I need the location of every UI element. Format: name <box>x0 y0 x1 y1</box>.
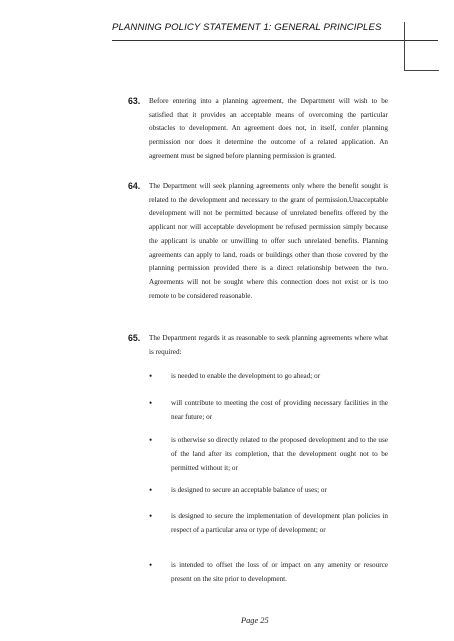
header-rule <box>112 40 438 41</box>
bullet-icon: • <box>149 560 153 570</box>
bullet-icon: • <box>149 371 153 381</box>
page-number: Page 25 <box>241 616 269 625</box>
bullet-icon: • <box>149 398 153 408</box>
paragraph-64 <box>128 180 388 303</box>
list-item <box>149 433 388 475</box>
list-item-text: is otherwise so directly related to the proposed development and to the use of the land after its completion, that the development ought not to be permitted without it; or <box>171 436 388 472</box>
list-item-text: is designed to secure an acceptable balance of uses; or <box>171 486 327 494</box>
list-item-text: is intended to offset the loss of or impact on any amenity or resource present on the site prior to development. <box>171 561 388 583</box>
paragraph-number: 65. <box>128 333 141 343</box>
list-item <box>149 509 388 537</box>
paragraph-number: 63. <box>128 96 141 106</box>
list-item <box>149 369 388 383</box>
list-item-text: is needed to enable the development to go ahead; or <box>171 372 321 380</box>
paragraph-65 <box>128 332 388 359</box>
paragraph-text: The Department will seek planning agreements only where the benefit sought is related to the development and necessary to the grant of permission.Unacceptable development will not be permitted because of unrelated benefits offered by the applicant nor will acceptable development be refused permission simply because the applicant is unable or unwilling to offer such unrelated benefits. Planning agreements can apply to land, roads or buildings other than those covered by the planning permission provided there is a direct relationship between the two. Agreements will not be sought where this connection does not exist or is too remote to be considered reasonable. <box>149 182 388 300</box>
paragraph-text: The Department regards it as reasonable to seek planning agreements where what is required: <box>149 334 388 356</box>
paragraph-number: 64. <box>128 181 141 191</box>
bullet-icon: • <box>149 435 153 445</box>
list-item <box>149 483 388 497</box>
document-header-title: PLANNING POLICY STATEMENT 1: GENERAL PRINCIPLES <box>112 22 382 33</box>
paragraph-63 <box>128 95 388 164</box>
list-item <box>149 558 388 586</box>
bullet-icon: • <box>149 511 153 521</box>
list-item <box>149 396 388 424</box>
list-item-text: will contribute to meeting the cost of providing necessary facilities in the near future; or <box>171 399 388 421</box>
bullet-icon: • <box>149 485 153 495</box>
corner-box <box>404 22 439 71</box>
list-item-text: is designed to secure the implementation of development plan policies in respect of a particular area or type of development; or <box>171 512 388 534</box>
paragraph-text: Before entering into a planning agreement, the Department will wish to be satisfied that it provides an acceptable means of overcoming the particular obstacles to development. An agreement does not, in itself, confer planning permission nor does it determine the outcome of a related application. An agreement must be signed before planning permission is granted. <box>149 97 388 160</box>
